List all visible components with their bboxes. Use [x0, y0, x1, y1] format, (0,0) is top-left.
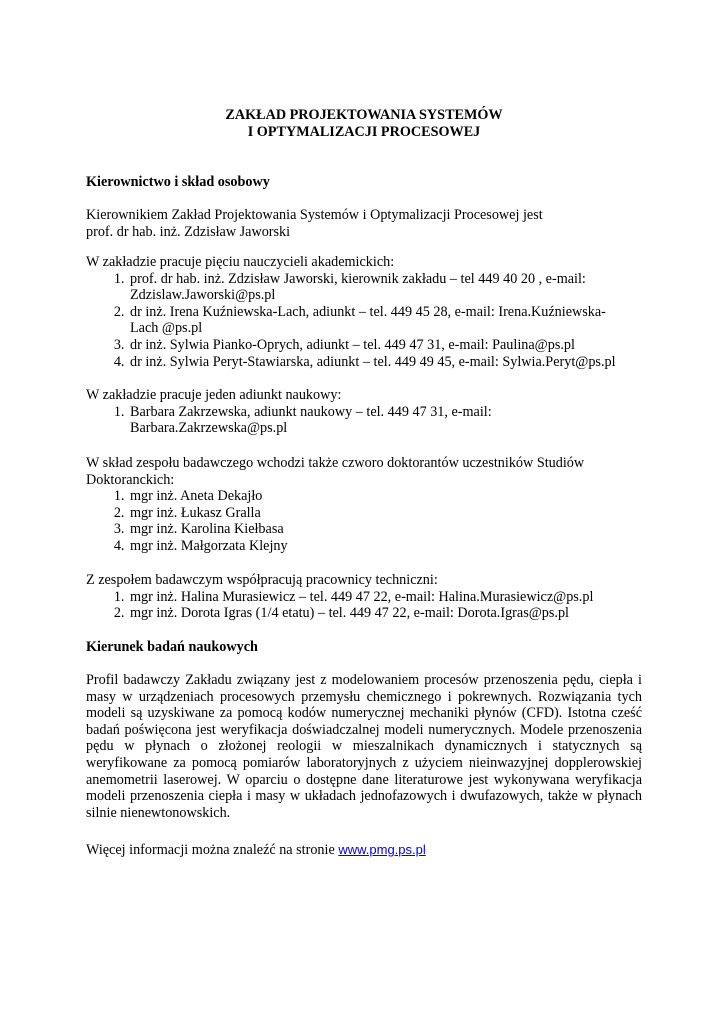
phd-intro-line-2: Doktoranckich: [86, 471, 175, 488]
title-line-1: ZAKŁAD PROJEKTOWANIA SYSTEMÓW [225, 107, 503, 123]
title-line-2: I OPTYMALIZACJI PROCESOWEJ [247, 123, 481, 140]
research-heading: Kierunek badań naukowych [86, 639, 258, 655]
research-adjunct-section [86, 387, 642, 437]
technical-list [86, 589, 642, 622]
academics-intro: W zakładzie pracuje pięciu nauczycieli akademickich: [86, 254, 395, 270]
list-item: 2. mgr inż. Łukasz Gralla [128, 505, 642, 522]
academics-list [86, 271, 642, 371]
phd-list [86, 488, 642, 554]
research-adjunct-intro: W zakładzie pracuje jeden adiunkt naukowy: [86, 387, 342, 403]
staff-heading: Kierownictwo i skład osobowy [86, 174, 270, 190]
list-item: 2. mgr inż. Dorota Igras (1/4 etatu) – tel. 449 47 22, e-mail: Dorota.Igras@ps.pl [128, 605, 642, 622]
list-item: 1. Barbara Zakrzewska, adiunkt naukowy – tel. 449 47 31, e-mail: Barbara.Zakrzewska@ps.pl [128, 404, 642, 437]
head-intro-line-1: Kierownikiem Zakład Projektowania Systemów i Optymalizacji Procesowej jest [86, 207, 543, 223]
research-adjunct-list [86, 404, 642, 437]
more-info-text: Więcej informacji można znaleźć na stronie [86, 842, 335, 858]
list-item: 2. dr inż. Irena Kuźniewska-Lach, adiunkt – tel. 449 45 28, e-mail: Irena.Kuźniewska- Lach @ps.pl [128, 304, 642, 337]
technical-section [86, 572, 642, 622]
list-item: 1. mgr inż. Aneta Dekajło [128, 488, 642, 505]
list-item: 4. mgr inż. Małgorzata Klejny [128, 538, 642, 555]
academics-section [86, 254, 642, 370]
research-paragraph: Profil badawczy Zakładu związany jest z modelowaniem procesów przenoszenia pędu, ciepła i masy w urządzeniach procesowych przemysłu chemicznego i pokrewnych. Rozwiązania tych modeli są uzyskiwane za pomocą kodów numerycznej mechaniki płynów (CFD). Istotna cześć badań poświęcona jest weryfikacja doświadczalnej modeli numerycznych. Modele przenoszenia pędu w płynach o złożonej reologii w mieszalnikach dynamicznych i statycznych są weryfikowane za pomocą pomiarów laboratoryjnych z użyciem nieinwazyjnej dopplerowskiej anemometrii laserowej. W oparciu o dostępne dane literaturowe jest wykonywana weryfikacja modeli przenoszenia ciepła i masy w układach jednofazowych i dwufazowych, także w płynach silnie nienewtonowskich. [86, 672, 642, 821]
list-item: 1. prof. dr hab. inż. Zdzisław Jaworski, kierownik zakładu – tel 449 40 20 , e-mail: Zdzislaw.Jaworski@ps.pl [128, 271, 642, 304]
list-item: 4. dr inż. Sylwia Peryt-Stawiarska, adiunkt – tel. 449 49 45, e-mail: Sylwia.Peryt@ps.pl [128, 354, 642, 371]
list-item: 3. mgr inż. Karolina Kiełbasa [128, 521, 642, 538]
website-link[interactable]: www.pmg.ps.pl [338, 842, 426, 857]
page-title [86, 107, 642, 140]
list-item: 1. mgr inż. Halina Murasiewicz – tel. 449 47 22, e-mail: Halina.Murasiewicz@ps.pl [128, 589, 642, 606]
more-info-line [86, 842, 642, 859]
list-item: 3. dr inż. Sylwia Pianko-Oprych, adiunkt – tel. 449 47 31, e-mail: Paulina@ps.pl [128, 337, 642, 354]
phd-intro-line-1: W skład zespołu badawczego wchodzi także czworo doktorantów uczestników Studiów [86, 455, 585, 471]
head-intro-line-2: prof. dr hab. inż. Zdzisław Jaworski [86, 223, 291, 240]
head-intro [86, 207, 642, 240]
phd-section [86, 455, 642, 555]
technical-intro: Z zespołem badawczym współpracują pracownicy techniczni: [86, 572, 438, 588]
